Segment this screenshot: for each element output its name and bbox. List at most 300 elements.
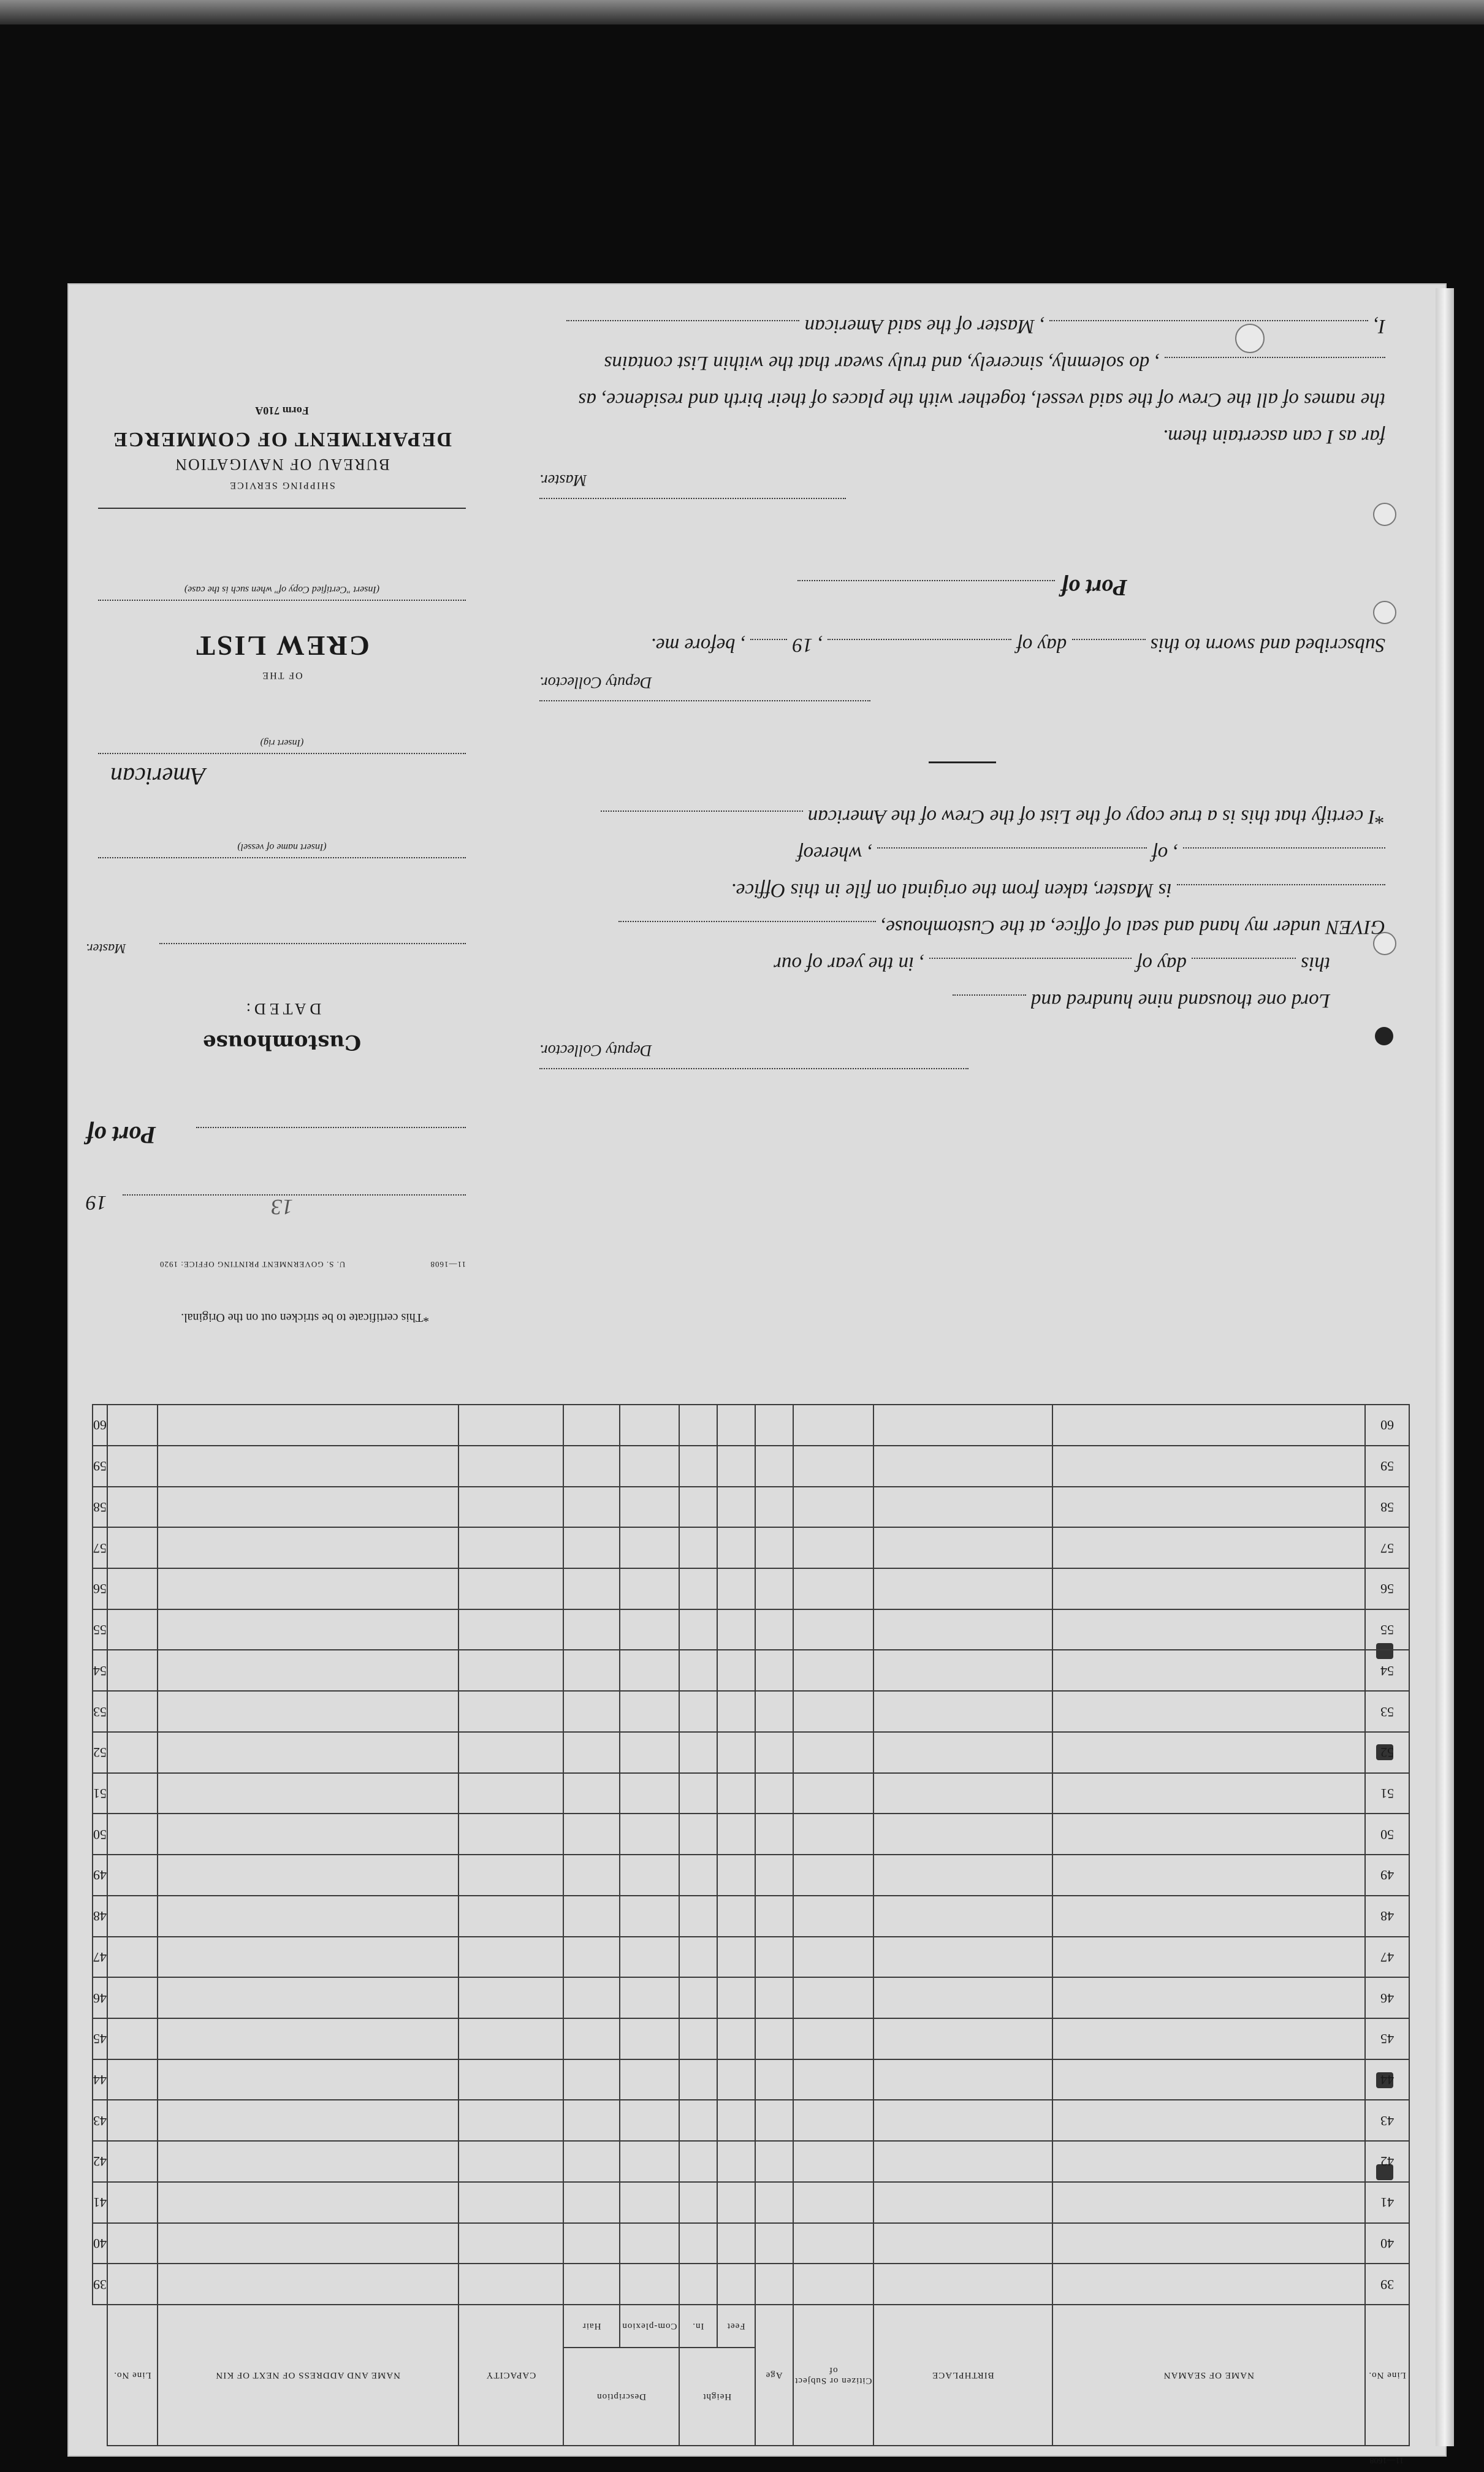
row-cell[interactable] [563,2100,620,2141]
table-row [93,1977,1409,2018]
row-cell[interactable] [620,2018,679,2059]
table-row [93,1609,1409,1650]
row-line-no: 41 [1365,2182,1409,2223]
row-cell[interactable] [755,2264,793,2305]
row-cell[interactable] [755,1568,793,1609]
given-line [539,915,1385,938]
printing-office: U. S. GOVERNMENT PRINTING OFFICE: 1920 [159,1260,346,1269]
row-line-no: 60 [1365,1405,1409,1446]
row-cell[interactable] [107,2141,158,2182]
row-cell[interactable] [563,2059,620,2100]
row-cell[interactable] [1052,2018,1366,2059]
row-cell[interactable] [717,1691,755,1732]
row-cell[interactable] [459,2100,564,2141]
row-cell[interactable] [1052,1896,1366,1937]
row-cell[interactable] [107,2059,158,2100]
row-cell[interactable] [717,1773,755,1814]
row-cell[interactable] [107,1405,158,1446]
header-feet: Feet [717,2305,755,2348]
row-cell[interactable] [793,1405,874,1446]
row-cell[interactable] [107,1855,158,1896]
row-cell[interactable] [1052,1691,1366,1732]
row-cell[interactable] [563,2182,620,2223]
row-cell[interactable] [459,1487,564,1528]
row-cell[interactable] [679,2141,717,2182]
master-label: Master. [86,941,126,956]
row-cell[interactable] [793,1937,874,1978]
row-cell[interactable] [107,1650,158,1692]
row-cell[interactable] [873,1691,1052,1732]
row-cell[interactable] [755,1405,793,1446]
row-cell[interactable] [873,2223,1052,2264]
row-cell[interactable] [873,1527,1052,1568]
subscribed-before-me: , before me. [650,634,746,656]
row-cell[interactable] [158,1568,459,1609]
row-cell[interactable] [679,2223,717,2264]
row-cell[interactable] [459,1527,564,1568]
row-cell[interactable] [1052,1527,1366,1568]
row-cell[interactable] [158,1691,459,1732]
row-cell[interactable] [717,2059,755,2100]
row-cell[interactable] [620,1487,679,1528]
row-cell[interactable] [158,2182,459,2223]
row-cell[interactable] [755,1487,793,1528]
row-cell[interactable] [679,1650,717,1692]
row-cell[interactable] [459,2182,564,2223]
row-cell[interactable] [563,1487,620,1528]
row-cell[interactable] [620,1732,679,1773]
row-cell[interactable] [873,1650,1052,1692]
row-cell[interactable] [563,1937,620,1978]
row-cell[interactable] [755,1446,793,1487]
row-cell[interactable] [793,1487,874,1528]
row-cell[interactable] [755,2100,793,2141]
row-cell[interactable] [158,2141,459,2182]
row-cell[interactable] [793,1650,874,1692]
row-cell[interactable] [158,1609,459,1650]
row-cell[interactable] [620,1650,679,1692]
oath-master-of: , Master of the said American [804,315,1045,337]
department-title: DEPARTMENT OF COMMERCE [112,428,452,451]
row-cell[interactable] [563,1446,620,1487]
row-cell[interactable] [1052,2223,1366,2264]
row-cell[interactable] [158,1814,459,1855]
row-cell[interactable] [873,1814,1052,1855]
row-cell[interactable] [793,1814,874,1855]
row-cell[interactable] [873,1568,1052,1609]
row-cell[interactable] [873,1487,1052,1528]
row-cell[interactable] [158,1977,459,2018]
row-cell[interactable] [563,1732,620,1773]
row-line-no-right: 48 [93,1896,107,1937]
row-cell[interactable] [679,2100,717,2141]
row-cell[interactable] [873,1732,1052,1773]
row-cell[interactable] [563,2018,620,2059]
row-cell[interactable] [459,1937,564,1978]
row-cell[interactable] [620,1896,679,1937]
row-cell[interactable] [1052,1814,1366,1855]
row-cell[interactable] [107,2223,158,2264]
row-line-no-right: 43 [93,2100,107,2141]
row-cell[interactable] [873,1405,1052,1446]
table-row [93,2223,1409,2264]
given-text: GIVEN under my hand and seal of office, at the Customhouse, [880,916,1385,938]
row-cell[interactable] [620,1773,679,1814]
master-signature [515,470,1385,515]
row-cell[interactable] [107,2100,158,2141]
row-cell[interactable] [793,2223,874,2264]
row-line-no-right: 52 [93,1732,107,1773]
row-cell[interactable] [793,1732,874,1773]
row-cell[interactable] [717,1855,755,1896]
row-cell[interactable] [620,1568,679,1609]
row-cell[interactable] [107,2182,158,2223]
row-cell[interactable] [107,1773,158,1814]
row-cell[interactable] [679,1487,717,1528]
row-cell[interactable] [107,1609,158,1650]
row-cell[interactable] [459,1977,564,2018]
row-cell[interactable] [717,2223,755,2264]
row-cell[interactable] [1052,2264,1366,2305]
row-cell[interactable] [563,1691,620,1732]
row-cell[interactable] [620,1609,679,1650]
oath-panel [539,288,1385,1367]
row-cell[interactable] [755,2182,793,2223]
row-cell[interactable] [679,1977,717,2018]
row-cell[interactable] [107,2018,158,2059]
row-cell[interactable] [563,2223,620,2264]
row-cell[interactable] [620,2182,679,2223]
row-cell[interactable] [107,1732,158,1773]
table-row [93,2141,1409,2182]
row-cell[interactable] [563,1405,620,1446]
row-cell[interactable] [793,1568,874,1609]
row-cell[interactable] [158,1896,459,1937]
row-cell[interactable] [679,2059,717,2100]
row-cell[interactable] [459,2223,564,2264]
row-line-no-right: 42 [93,2141,107,2182]
row-cell[interactable] [755,2059,793,2100]
row-cell[interactable] [1052,1937,1366,1978]
row-cell[interactable] [1052,1732,1366,1773]
row-cell[interactable] [107,2264,158,2305]
row-cell[interactable] [459,1773,564,1814]
row-cell[interactable] [158,1487,459,1528]
row-cell[interactable] [679,1855,717,1896]
row-cell[interactable] [158,2264,459,2305]
row-cell[interactable] [755,1896,793,1937]
row-cell[interactable] [1052,1650,1366,1692]
row-cell[interactable] [717,1814,755,1855]
subscribed-line [539,633,1385,656]
row-line-no: 44 [1365,2059,1409,2100]
row-cell[interactable] [793,1896,874,1937]
row-cell[interactable] [717,2264,755,2305]
row-cell[interactable] [679,1609,717,1650]
row-cell[interactable] [459,1568,564,1609]
row-cell[interactable] [717,1568,755,1609]
row-cell[interactable] [873,1977,1052,2018]
is-master-text: is Master, taken from the original on file in this Office. [731,879,1172,901]
row-cell[interactable] [459,1405,564,1446]
table-row [93,2182,1409,2223]
row-cell[interactable] [679,1568,717,1609]
row-cell[interactable] [793,1609,874,1650]
row-line-no-right: 50 [93,1814,107,1855]
row-cell[interactable] [793,1691,874,1732]
row-cell[interactable] [873,1773,1052,1814]
row-cell[interactable] [563,2264,620,2305]
row-cell[interactable] [563,1527,620,1568]
dated-label: DATED: [242,1000,322,1018]
row-cell[interactable] [563,1855,620,1896]
row-cell[interactable] [717,1977,755,2018]
row-cell[interactable] [755,1977,793,2018]
row-cell[interactable] [679,2018,717,2059]
row-line-no: 48 [1365,1896,1409,1937]
row-line-no-right: 60 [93,1405,107,1446]
sheet-edge [1436,288,1454,2446]
row-cell[interactable] [793,1977,874,2018]
row-cell[interactable] [873,2018,1052,2059]
row-cell[interactable] [1052,1773,1366,1814]
row-cell[interactable] [717,1405,755,1446]
row-cell[interactable] [873,1609,1052,1650]
row-cell[interactable] [107,1527,158,1568]
row-cell[interactable] [679,1691,717,1732]
row-cell[interactable] [620,1446,679,1487]
row-cell[interactable] [717,1650,755,1692]
row-cell[interactable] [679,1732,717,1773]
row-cell[interactable] [620,2223,679,2264]
row-cell[interactable] [679,1773,717,1814]
row-cell[interactable] [755,2141,793,2182]
row-cell[interactable] [679,1937,717,1978]
row-cell[interactable] [107,1814,158,1855]
row-cell[interactable] [563,2141,620,2182]
row-line-no: 39 [1365,2264,1409,2305]
row-cell[interactable] [620,1691,679,1732]
oath-line-2 [539,351,1385,374]
oath-line-4: far as I can ascertain them. [1163,425,1385,448]
row-cell[interactable] [107,1896,158,1937]
row-cell[interactable] [755,2018,793,2059]
row-cell[interactable] [755,1650,793,1692]
row-cell[interactable] [717,2141,755,2182]
row-cell[interactable] [793,1773,874,1814]
row-cell[interactable] [793,2264,874,2305]
row-cell[interactable] [755,1937,793,1978]
row-cell[interactable] [717,1732,755,1773]
row-cell[interactable] [717,1527,755,1568]
row-cell[interactable] [793,1527,874,1568]
row-cell[interactable] [158,2018,459,2059]
row-cell[interactable] [158,1650,459,1692]
row-cell[interactable] [717,2018,755,2059]
row-cell[interactable] [563,1896,620,1937]
row-cell[interactable] [158,2100,459,2141]
row-cell[interactable] [107,1446,158,1487]
row-line-no: 40 [1365,2223,1409,2264]
row-cell[interactable] [563,1609,620,1650]
row-cell[interactable] [1052,1855,1366,1896]
row-cell[interactable] [873,2059,1052,2100]
row-line-no-right: 57 [93,1527,107,1568]
row-cell[interactable] [459,1691,564,1732]
row-cell[interactable] [873,1896,1052,1937]
row-cell[interactable] [459,1446,564,1487]
american-label: American [110,763,206,790]
header-birthplace: BIRTHPLACE [873,2305,1052,2446]
row-cell[interactable] [873,2264,1052,2305]
row-line-no-right: 51 [93,1773,107,1814]
row-cell[interactable] [679,2264,717,2305]
row-cell[interactable] [620,1977,679,2018]
row-cell[interactable] [563,1773,620,1814]
row-cell[interactable] [1052,1405,1366,1446]
day-of-label-2: day of [1136,953,1187,975]
row-cell[interactable] [1052,2100,1366,2141]
row-cell[interactable] [873,1937,1052,1978]
row-cell[interactable] [679,1814,717,1855]
row-cell[interactable] [158,1527,459,1568]
row-cell[interactable] [873,1446,1052,1487]
row-cell[interactable] [1052,1446,1366,1487]
row-cell[interactable] [679,1896,717,1937]
row-cell[interactable] [873,2182,1052,2223]
row-cell[interactable] [793,2018,874,2059]
row-cell[interactable] [679,1527,717,1568]
row-cell[interactable] [755,1609,793,1650]
row-cell[interactable] [873,2141,1052,2182]
row-cell[interactable] [620,1855,679,1896]
row-cell[interactable] [1052,1609,1366,1650]
row-cell[interactable] [158,1855,459,1896]
row-line-no-right: 41 [93,2182,107,2223]
row-cell[interactable] [679,1405,717,1446]
scan-top-strip [0,0,1484,25]
table-row [93,1896,1409,1937]
row-cell[interactable] [459,2264,564,2305]
row-cell[interactable] [620,2264,679,2305]
row-cell[interactable] [793,1446,874,1487]
row-cell[interactable] [158,2059,459,2100]
row-cell[interactable] [717,1609,755,1650]
row-cell[interactable] [717,1487,755,1528]
row-cell[interactable] [563,1650,620,1692]
row-cell[interactable] [107,1937,158,1978]
service-title: SHIPPING SERVICE [229,480,335,490]
row-cell[interactable] [755,1855,793,1896]
row-cell[interactable] [755,1527,793,1568]
row-cell[interactable] [717,2182,755,2223]
row-cell[interactable] [158,1446,459,1487]
table-row [93,1527,1409,1568]
table-row [93,2100,1409,2141]
row-cell[interactable] [755,1773,793,1814]
row-cell[interactable] [1052,2059,1366,2100]
row-cell[interactable] [793,1855,874,1896]
row-cell[interactable] [1052,2182,1366,2223]
row-cell[interactable] [620,1405,679,1446]
row-cell[interactable] [679,1446,717,1487]
row-cell[interactable] [717,1896,755,1937]
row-line-no: 52 [1365,1732,1409,1773]
row-cell[interactable] [158,2223,459,2264]
row-cell[interactable] [755,1691,793,1732]
row-cell[interactable] [620,2141,679,2182]
row-line-no-right: 45 [93,2018,107,2059]
row-cell[interactable] [793,2100,874,2141]
row-cell[interactable] [873,1855,1052,1896]
row-cell[interactable] [717,2100,755,2141]
row-cell[interactable] [459,1609,564,1650]
row-cell[interactable] [459,2141,564,2182]
row-cell[interactable] [793,2182,874,2223]
oath-i: I, [1373,315,1385,337]
row-cell[interactable] [459,1650,564,1692]
row-cell[interactable] [459,1855,564,1896]
row-cell[interactable] [755,2223,793,2264]
row-cell[interactable] [107,1487,158,1528]
row-cell[interactable] [793,2059,874,2100]
row-cell[interactable] [459,2059,564,2100]
row-cell[interactable] [459,2018,564,2059]
row-cell[interactable] [563,1977,620,2018]
row-cell[interactable] [459,1814,564,1855]
row-cell[interactable] [107,1691,158,1732]
master-sig-label: Master. [539,471,587,489]
oath-port-of [539,574,1385,601]
row-cell[interactable] [620,2100,679,2141]
row-cell[interactable] [1052,2141,1366,2182]
row-cell[interactable] [717,1937,755,1978]
footnote: *This certificate to be stricken out on the Original. [181,1311,429,1324]
row-cell[interactable] [679,2182,717,2223]
row-cell[interactable] [755,1814,793,1855]
row-cell[interactable] [793,2141,874,2182]
row-cell[interactable] [563,1814,620,1855]
row-cell[interactable] [158,1773,459,1814]
form-number: Form 710A [255,405,309,417]
row-cell[interactable] [158,1937,459,1978]
row-cell[interactable] [107,1977,158,2018]
row-cell[interactable] [1052,1568,1366,1609]
table-row [93,1937,1409,1978]
row-line-no-right: 46 [93,1977,107,2018]
row-cell[interactable] [107,1568,158,1609]
row-cell[interactable] [158,1405,459,1446]
row-cell[interactable] [755,1732,793,1773]
subscribed-label: Subscribed and sworn to this [1150,634,1385,656]
row-cell[interactable] [620,1814,679,1855]
row-cell[interactable] [158,1732,459,1773]
row-cell[interactable] [459,1896,564,1937]
row-cell[interactable] [620,1937,679,1978]
row-cell[interactable] [459,1732,564,1773]
row-cell[interactable] [717,1446,755,1487]
table-row [93,2059,1409,2100]
row-cell[interactable] [620,1527,679,1568]
of-label: , of [1152,842,1178,864]
row-cell[interactable] [873,2100,1052,2141]
row-cell[interactable] [620,2059,679,2100]
row-cell[interactable] [563,1568,620,1609]
header-age: Age [755,2305,793,2446]
row-cell[interactable] [1052,1487,1366,1528]
oath-swear: , do solemnly, sincerely, and truly swear that the within List contains [604,352,1160,374]
row-cell[interactable] [1052,1977,1366,2018]
